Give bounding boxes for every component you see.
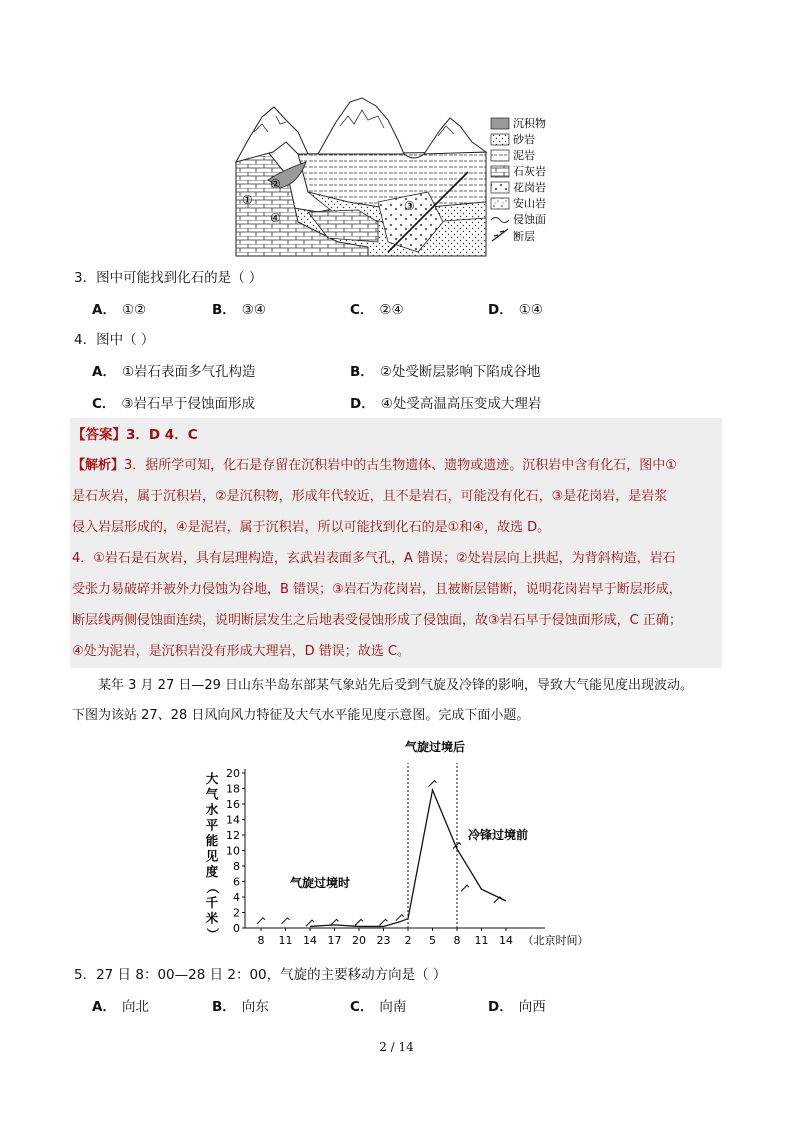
analysis-line-5: 受张力易破碎并被外力侵蚀为谷地，B 错误；③岩石为花岗岩，且被断层错断，说明花岗岩早于断层形成， bbox=[72, 582, 682, 597]
q3-option-a[interactable] bbox=[92, 300, 146, 320]
x-tick-label: 11 bbox=[474, 934, 489, 947]
marker-2: ② bbox=[270, 177, 281, 191]
y-tick-label: 20 bbox=[226, 767, 240, 780]
option-label: A． bbox=[92, 999, 116, 1015]
y-tick-label: 14 bbox=[226, 813, 240, 827]
option-label: D． bbox=[350, 396, 375, 412]
y-axis-label-char: （ bbox=[205, 881, 220, 894]
wind-barb-icon bbox=[282, 918, 290, 924]
legend-swatch-andesite bbox=[491, 198, 509, 209]
option-label: B． bbox=[212, 302, 236, 318]
legend-label-sediment: 沉积物 bbox=[513, 117, 546, 130]
annotation: 冷锋过境前 bbox=[468, 828, 529, 842]
answer-text: 3．D 4．C bbox=[126, 427, 198, 443]
q3-option-c[interactable] bbox=[350, 300, 404, 320]
x-tick-label: 14 bbox=[303, 934, 317, 947]
option-text: 向北 bbox=[121, 999, 149, 1015]
q3-option-b[interactable] bbox=[212, 300, 266, 320]
option-text: ①② bbox=[121, 302, 147, 318]
legend-label-andesite: 安山岩 bbox=[513, 197, 546, 210]
analysis-tag: 【解析】 bbox=[72, 458, 125, 473]
x-tick-label: 8 bbox=[257, 934, 265, 947]
marker-1: ① bbox=[242, 193, 253, 207]
x-tick-label: 20 bbox=[352, 934, 366, 947]
legend-label-mudstone: 泥岩 bbox=[513, 149, 535, 162]
answer-line bbox=[72, 425, 198, 445]
option-text: ③④ bbox=[241, 302, 267, 318]
analysis-line-4: 4．①岩石是石灰岩，具有层理构造，玄武岩表面多气孔，A 错误；②处岩层向上拱起，为背斜构造，岩石 bbox=[72, 551, 676, 566]
wind-barb-icon bbox=[461, 885, 469, 891]
x-tick-label: 23 bbox=[376, 934, 391, 947]
legend-label-sandstone: 砂岩 bbox=[513, 133, 535, 146]
y-tick-label: 2 bbox=[233, 906, 240, 920]
option-text: ④处受高温高压变成大理岩 bbox=[380, 396, 542, 412]
option-label: B． bbox=[212, 999, 236, 1015]
wind-barb-icon bbox=[306, 920, 314, 926]
analysis-line-7: ④处为泥岩，是沉积岩没有形成大理岩，D 错误；故选 C。 bbox=[72, 644, 411, 659]
y-axis-label-char: 气 bbox=[205, 786, 219, 802]
y-tick-label: 8 bbox=[233, 860, 240, 873]
x-tick-label: 17 bbox=[327, 934, 342, 947]
analysis-line-3: 侵入岩层形成的，④是泥岩，属于沉积岩，所以可能找到化石的是①和④，故选 D。 bbox=[72, 520, 551, 535]
legend-swatch-mudstone bbox=[491, 150, 509, 161]
option-label: C． bbox=[92, 396, 116, 412]
y-tick-label: 16 bbox=[226, 798, 240, 811]
option-label: B． bbox=[350, 364, 374, 380]
x-tick-label: 5 bbox=[429, 934, 436, 947]
cross-section-block bbox=[236, 98, 486, 256]
wind-barb-icon bbox=[380, 919, 388, 925]
question-3-stem: 3．图中可能找到化石的是（ ） bbox=[74, 270, 263, 286]
q3-option-d[interactable] bbox=[488, 300, 543, 320]
q5-option-a[interactable] bbox=[92, 997, 149, 1017]
x-tick-label: 11 bbox=[278, 934, 293, 947]
q4-option-b[interactable] bbox=[350, 362, 540, 382]
legend-swatch-granite bbox=[491, 182, 509, 193]
option-label: C． bbox=[350, 999, 374, 1015]
analysis-line-6: 断层线两侧侵蚀面连续，说明断层发生之后地表受侵蚀形成了侵蚀面，故③岩石早于侵蚀面形成，C 正确； bbox=[72, 613, 682, 628]
x-tick-label: 14 bbox=[499, 934, 513, 947]
option-label: A． bbox=[92, 302, 116, 318]
marker-4: ④ bbox=[270, 211, 281, 225]
option-label: C． bbox=[350, 302, 374, 318]
annotation: 气旋过境时 bbox=[290, 876, 351, 890]
wind-barb-icon bbox=[257, 918, 265, 924]
option-label: A． bbox=[92, 364, 116, 380]
option-text: ①岩石表面多气孔构造 bbox=[121, 364, 256, 380]
analysis-line-1 bbox=[72, 456, 677, 476]
legend-label-erosion: 侵蚀面 bbox=[513, 213, 546, 226]
analysis-text: 3．据所学可知，化石是存留在沉积岩中的古生物遗体、遗物或遗迹。沉积岩中含有化石，图中① bbox=[124, 458, 677, 473]
q5-option-d[interactable] bbox=[488, 997, 546, 1017]
legend-label-fault: 断层 bbox=[513, 230, 535, 243]
legend-label-limestone: 石灰岩 bbox=[513, 165, 546, 178]
analysis-line-2: 是石灰岩，属于沉积岩，②是沉积物，形成年代较近，且不是岩石，可能没有化石，③是花岗岩，是岩浆 bbox=[72, 489, 668, 504]
wind-barb-icon bbox=[396, 915, 404, 921]
option-text: 向西 bbox=[518, 999, 546, 1015]
x-tick-label: 2 bbox=[404, 934, 412, 947]
y-tick-label: 0 bbox=[233, 922, 240, 935]
y-tick-label: 12 bbox=[226, 829, 240, 842]
legend-swatch-fault bbox=[492, 229, 508, 241]
q4-option-a[interactable] bbox=[92, 362, 256, 382]
legend-swatch-limestone bbox=[491, 166, 509, 177]
y-axis-label-char: 米 bbox=[205, 910, 219, 926]
option-text: ①④ bbox=[518, 302, 543, 318]
y-axis-label-char: 见 bbox=[205, 848, 219, 864]
intro-line-1: 某年 3 月 27 日—29 日山东半岛东部某气象站先后受到气旋及冷锋的影响，导致大气能见度出现波动。 bbox=[98, 678, 694, 693]
y-axis-label-char: ） bbox=[205, 927, 220, 941]
q4-option-c[interactable] bbox=[92, 394, 255, 414]
question-5-stem: 5．27 日 8：00—28 日 2：00，气旋的主要移动方向是（ ） bbox=[74, 967, 447, 983]
y-axis-label-char: 水 bbox=[205, 802, 219, 817]
x-axis-label: （北京时间） bbox=[522, 934, 589, 947]
intro-line-2: 下图为该站 27、28 日风向风力特征及大气水平能见度示意图。完成下面小题。 bbox=[72, 708, 530, 723]
option-text: ③岩石早于侵蚀面形成 bbox=[121, 396, 256, 412]
answer-tag: 【答案】 bbox=[72, 427, 126, 443]
y-tick-label: 6 bbox=[233, 875, 240, 889]
option-text: ②处受断层影响下陷成谷地 bbox=[379, 364, 541, 380]
wind-barb-icon bbox=[429, 781, 437, 787]
wind-barb-icon bbox=[494, 897, 502, 903]
option-text: 向东 bbox=[241, 999, 269, 1015]
legend-swatch-sandstone bbox=[491, 134, 509, 145]
q5-option-b[interactable] bbox=[212, 997, 269, 1017]
wind-barb-icon bbox=[355, 919, 363, 925]
y-tick-label: 4 bbox=[233, 891, 240, 904]
option-label: D． bbox=[488, 999, 513, 1015]
x-tick-label: 8 bbox=[453, 934, 461, 947]
page-number: 2 / 14 bbox=[379, 1040, 414, 1054]
y-axis-label-char: 度 bbox=[205, 864, 219, 879]
y-axis-label-char: 平 bbox=[205, 817, 219, 833]
y-tick-label: 10 bbox=[226, 844, 240, 858]
option-text: 向南 bbox=[379, 999, 407, 1015]
q5-option-c[interactable] bbox=[350, 997, 406, 1017]
figure-legend bbox=[491, 116, 546, 243]
legend-label-granite: 花岗岩 bbox=[513, 181, 546, 194]
legend-swatch-erosion bbox=[491, 218, 509, 223]
y-axis-label-char: 能 bbox=[205, 833, 219, 848]
y-tick-label: 18 bbox=[226, 782, 240, 796]
geology-figure bbox=[228, 92, 578, 258]
visibility-chart bbox=[200, 735, 600, 957]
legend-swatch-sediment bbox=[491, 118, 509, 129]
y-axis-label-char: 千 bbox=[205, 895, 219, 910]
y-axis-label-char: 大 bbox=[205, 771, 219, 786]
question-4-stem: 4．图中（ ） bbox=[74, 332, 155, 348]
annotation: 气旋过境后 bbox=[405, 740, 466, 754]
option-text: ②④ bbox=[379, 302, 404, 318]
option-label: D． bbox=[488, 302, 513, 318]
marker-3: ③ bbox=[404, 199, 415, 213]
q4-option-d[interactable] bbox=[350, 394, 541, 414]
